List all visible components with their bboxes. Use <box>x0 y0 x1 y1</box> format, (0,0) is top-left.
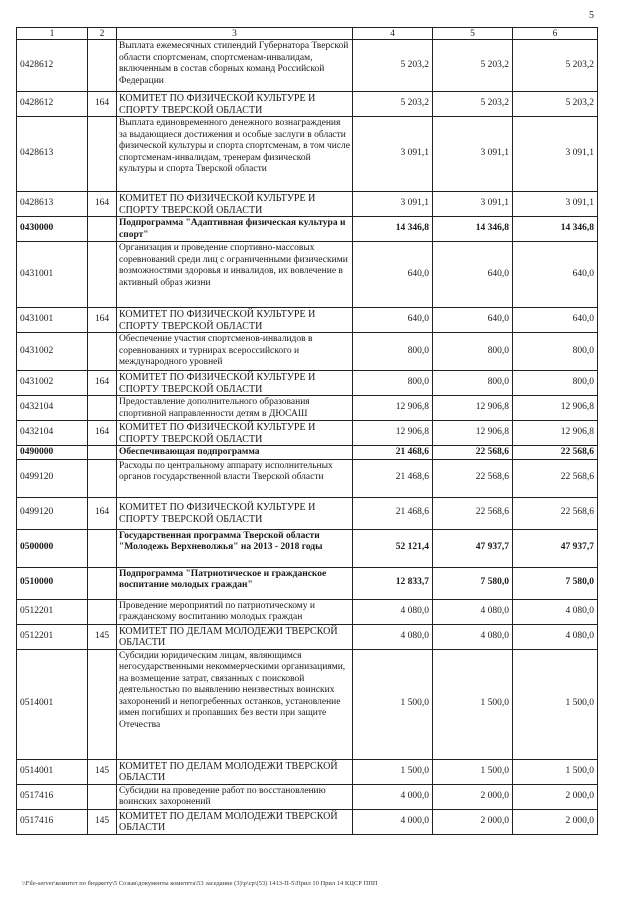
cell-value-6: 800,0 <box>513 333 598 371</box>
cell-name: Обеспечивающая подпрограмма <box>117 446 353 460</box>
cell-value-5: 5 203,2 <box>433 40 513 92</box>
cell-value-5: 22 568,6 <box>433 497 513 529</box>
cell-value-6: 47 937,7 <box>513 529 598 567</box>
cell-value-4: 800,0 <box>353 371 433 396</box>
table-row <box>17 396 598 421</box>
cell-name: КОМИТЕТ ПО ФИЗИЧЕСКОЙ КУЛЬТУРЕ И СПОРТУ ТВЕРСКОЙ ОБЛАСТИ <box>117 497 353 529</box>
cell-value-5: 2 000,0 <box>433 809 513 834</box>
table-row <box>17 217 598 242</box>
footer-file-path: \\File-server\комитет по бюджету\5 Созыв\документы комитета\53 заседание (3)\р\ср\(53) 1413-П-5\Прил 10 Прил 14 КЦСР ППП <box>22 880 378 887</box>
cell-gr <box>88 217 117 242</box>
cell-value-6: 640,0 <box>513 308 598 333</box>
cell-value-5: 47 937,7 <box>433 529 513 567</box>
table-row <box>17 459 598 497</box>
cell-name: Выплата единовременного денежного вознаграждения за выдающиеся достижения и особые заслуги в области физической культуры и спорта спортсменам, в том числе спортсменам-инвалидам, тренерам физической культуры и спорта Тверской области <box>117 117 353 192</box>
cell-value-4: 5 203,2 <box>353 92 433 117</box>
cell-name: Организация и проведение спортивно-массовых соревнований среди лиц с ограниченными физическими возможностями здоровья и инвалидов, их вовлечение в активный образ жизни <box>117 242 353 308</box>
cell-value-6: 5 203,2 <box>513 92 598 117</box>
cell-value-4: 12 906,8 <box>353 396 433 421</box>
table-row <box>17 117 598 192</box>
table-row <box>17 624 598 649</box>
cell-value-6: 7 580,0 <box>513 567 598 599</box>
cell-code: 0510000 <box>17 567 88 599</box>
cell-value-4: 1 500,0 <box>353 759 433 784</box>
cell-value-6: 1 500,0 <box>513 649 598 759</box>
header-cell: 5 <box>433 28 513 40</box>
cell-gr: 164 <box>88 92 117 117</box>
cell-value-6: 2 000,0 <box>513 784 598 809</box>
cell-code: 0431002 <box>17 371 88 396</box>
cell-name: Подпрограмма "Адаптивная физическая культура и спорт" <box>117 217 353 242</box>
cell-gr: 164 <box>88 421 117 446</box>
cell-name: КОМИТЕТ ПО ДЕЛАМ МОЛОДЕЖИ ТВЕРСКОЙ ОБЛАСТИ <box>117 759 353 784</box>
cell-value-4: 5 203,2 <box>353 40 433 92</box>
cell-gr <box>88 567 117 599</box>
table-row <box>17 192 598 217</box>
cell-value-4: 640,0 <box>353 308 433 333</box>
table-row <box>17 497 598 529</box>
cell-value-5: 800,0 <box>433 371 513 396</box>
cell-value-5: 5 203,2 <box>433 92 513 117</box>
cell-gr: 164 <box>88 371 117 396</box>
cell-name: Обеспечение участия спортсменов-инвалидов в соревнованиях и турнирах всероссийского и международного уровней <box>117 333 353 371</box>
cell-value-6: 14 346,8 <box>513 217 598 242</box>
table-row <box>17 92 598 117</box>
cell-code: 0428613 <box>17 192 88 217</box>
cell-value-4: 4 080,0 <box>353 599 433 624</box>
cell-value-6: 5 203,2 <box>513 40 598 92</box>
cell-value-6: 3 091,1 <box>513 117 598 192</box>
cell-name: КОМИТЕТ ПО ФИЗИЧЕСКОЙ КУЛЬТУРЕ И СПОРТУ ТВЕРСКОЙ ОБЛАСТИ <box>117 308 353 333</box>
cell-value-4: 1 500,0 <box>353 649 433 759</box>
cell-value-6: 640,0 <box>513 242 598 308</box>
table-row <box>17 529 598 567</box>
cell-code: 0517416 <box>17 809 88 834</box>
cell-code: 0428612 <box>17 92 88 117</box>
table-row <box>17 371 598 396</box>
cell-code: 0512201 <box>17 599 88 624</box>
cell-gr <box>88 242 117 308</box>
cell-gr: 145 <box>88 809 117 834</box>
cell-code: 0431001 <box>17 308 88 333</box>
cell-value-6: 4 080,0 <box>513 599 598 624</box>
table-row <box>17 308 598 333</box>
cell-name: КОМИТЕТ ПО ДЕЛАМ МОЛОДЕЖИ ТВЕРСКОЙ ОБЛАСТИ <box>117 624 353 649</box>
table-row <box>17 446 598 460</box>
cell-value-5: 12 906,8 <box>433 396 513 421</box>
cell-value-5: 3 091,1 <box>433 192 513 217</box>
cell-gr <box>88 117 117 192</box>
cell-name: Предоставление дополнительного образования спортивной направленности детям в ДЮСАШ <box>117 396 353 421</box>
cell-code: 0431002 <box>17 333 88 371</box>
cell-value-5: 640,0 <box>433 242 513 308</box>
cell-value-4: 4 000,0 <box>353 809 433 834</box>
table-row <box>17 809 598 834</box>
cell-name: Подпрограмма "Патриотическое и гражданское воспитание молодых граждан" <box>117 567 353 599</box>
cell-gr <box>88 396 117 421</box>
cell-code: 0428612 <box>17 40 88 92</box>
cell-value-5: 1 500,0 <box>433 759 513 784</box>
header-row <box>17 28 598 40</box>
cell-name: Выплата ежемесячных стипендий Губернатора Тверской области спортсменам, спортсменам-инвалидам, включенным в состав сборных команд Российской Федерации <box>117 40 353 92</box>
page-number: 5 <box>589 10 594 21</box>
cell-value-5: 22 568,6 <box>433 446 513 460</box>
cell-code: 0432104 <box>17 421 88 446</box>
cell-name: КОМИТЕТ ПО ФИЗИЧЕСКОЙ КУЛЬТУРЕ И СПОРТУ ТВЕРСКОЙ ОБЛАСТИ <box>117 421 353 446</box>
cell-name: КОМИТЕТ ПО ФИЗИЧЕСКОЙ КУЛЬТУРЕ И СПОРТУ ТВЕРСКОЙ ОБЛАСТИ <box>117 371 353 396</box>
cell-value-5: 2 000,0 <box>433 784 513 809</box>
cell-gr <box>88 446 117 460</box>
cell-gr <box>88 649 117 759</box>
cell-value-6: 1 500,0 <box>513 759 598 784</box>
cell-value-4: 4 000,0 <box>353 784 433 809</box>
cell-code: 0517416 <box>17 784 88 809</box>
cell-code: 0499120 <box>17 497 88 529</box>
cell-value-6: 800,0 <box>513 371 598 396</box>
cell-gr: 145 <box>88 624 117 649</box>
cell-value-6: 3 091,1 <box>513 192 598 217</box>
cell-code: 0514001 <box>17 649 88 759</box>
cell-name: КОМИТЕТ ПО ФИЗИЧЕСКОЙ КУЛЬТУРЕ И СПОРТУ ТВЕРСКОЙ ОБЛАСТИ <box>117 92 353 117</box>
table-row <box>17 421 598 446</box>
cell-gr <box>88 459 117 497</box>
cell-value-6: 2 000,0 <box>513 809 598 834</box>
cell-value-5: 4 080,0 <box>433 599 513 624</box>
cell-value-4: 4 080,0 <box>353 624 433 649</box>
cell-code: 0430000 <box>17 217 88 242</box>
header-cell: 6 <box>513 28 598 40</box>
cell-gr <box>88 784 117 809</box>
budget-table <box>16 27 598 835</box>
cell-value-5: 14 346,8 <box>433 217 513 242</box>
header-cell: 4 <box>353 28 433 40</box>
table-row <box>17 784 598 809</box>
cell-gr <box>88 529 117 567</box>
cell-code: 0431001 <box>17 242 88 308</box>
cell-name: КОМИТЕТ ПО ДЕЛАМ МОЛОДЕЖИ ТВЕРСКОЙ ОБЛАСТИ <box>117 809 353 834</box>
cell-value-5: 3 091,1 <box>433 117 513 192</box>
cell-code: 0428613 <box>17 117 88 192</box>
cell-value-4: 800,0 <box>353 333 433 371</box>
cell-value-5: 1 500,0 <box>433 649 513 759</box>
header-cell: 1 <box>17 28 88 40</box>
header-cell: 3 <box>117 28 353 40</box>
table-row <box>17 599 598 624</box>
cell-gr: 164 <box>88 192 117 217</box>
cell-name: КОМИТЕТ ПО ФИЗИЧЕСКОЙ КУЛЬТУРЕ И СПОРТУ ТВЕРСКОЙ ОБЛАСТИ <box>117 192 353 217</box>
table-row <box>17 649 598 759</box>
cell-name: Расходы по центральному аппарату исполнительных органов государственной власти Тверской области <box>117 459 353 497</box>
cell-code: 0490000 <box>17 446 88 460</box>
cell-gr <box>88 333 117 371</box>
cell-value-5: 22 568,6 <box>433 459 513 497</box>
cell-value-6: 12 906,8 <box>513 396 598 421</box>
cell-code: 0514001 <box>17 759 88 784</box>
cell-gr <box>88 599 117 624</box>
cell-value-4: 21 468,6 <box>353 497 433 529</box>
cell-value-6: 4 080,0 <box>513 624 598 649</box>
table-row <box>17 567 598 599</box>
cell-gr: 164 <box>88 308 117 333</box>
cell-code: 0500000 <box>17 529 88 567</box>
header-cell: 2 <box>88 28 117 40</box>
cell-value-6: 12 906,8 <box>513 421 598 446</box>
cell-name: Субсидии юридическим лицам, являющимся негосударственными некоммерческими организациями, на возмещение затрат, связанных с поисковой деятельностью по выявлению неизвестных воинских захоронений и непогребенных останков, установление имен погибших и пропавших без вести при защите Отечества <box>117 649 353 759</box>
cell-value-5: 7 580,0 <box>433 567 513 599</box>
cell-value-5: 12 906,8 <box>433 421 513 446</box>
cell-name: Государственная программа Тверской области "Молодежь Верхневолжья" на 2013 - 2018 годы <box>117 529 353 567</box>
cell-code: 0512201 <box>17 624 88 649</box>
cell-value-5: 640,0 <box>433 308 513 333</box>
cell-value-4: 3 091,1 <box>353 117 433 192</box>
cell-code: 0432104 <box>17 396 88 421</box>
table-row <box>17 242 598 308</box>
cell-value-4: 14 346,8 <box>353 217 433 242</box>
cell-value-4: 640,0 <box>353 242 433 308</box>
table-row <box>17 759 598 784</box>
table-row <box>17 40 598 92</box>
cell-value-6: 22 568,6 <box>513 459 598 497</box>
cell-name: Субсидии на проведение работ по восстановлению воинских захоронений <box>117 784 353 809</box>
cell-gr: 145 <box>88 759 117 784</box>
cell-value-5: 4 080,0 <box>433 624 513 649</box>
cell-value-5: 800,0 <box>433 333 513 371</box>
cell-name: Проведение мероприятий по патриотическому и гражданскому воспитанию молодых граждан <box>117 599 353 624</box>
cell-value-4: 3 091,1 <box>353 192 433 217</box>
cell-value-4: 12 833,7 <box>353 567 433 599</box>
cell-code: 0499120 <box>17 459 88 497</box>
table-row <box>17 333 598 371</box>
cell-value-4: 12 906,8 <box>353 421 433 446</box>
cell-value-4: 52 121,4 <box>353 529 433 567</box>
cell-value-6: 22 568,6 <box>513 497 598 529</box>
cell-gr <box>88 40 117 92</box>
cell-gr: 164 <box>88 497 117 529</box>
cell-value-4: 21 468,6 <box>353 459 433 497</box>
cell-value-6: 22 568,6 <box>513 446 598 460</box>
cell-value-4: 21 468,6 <box>353 446 433 460</box>
